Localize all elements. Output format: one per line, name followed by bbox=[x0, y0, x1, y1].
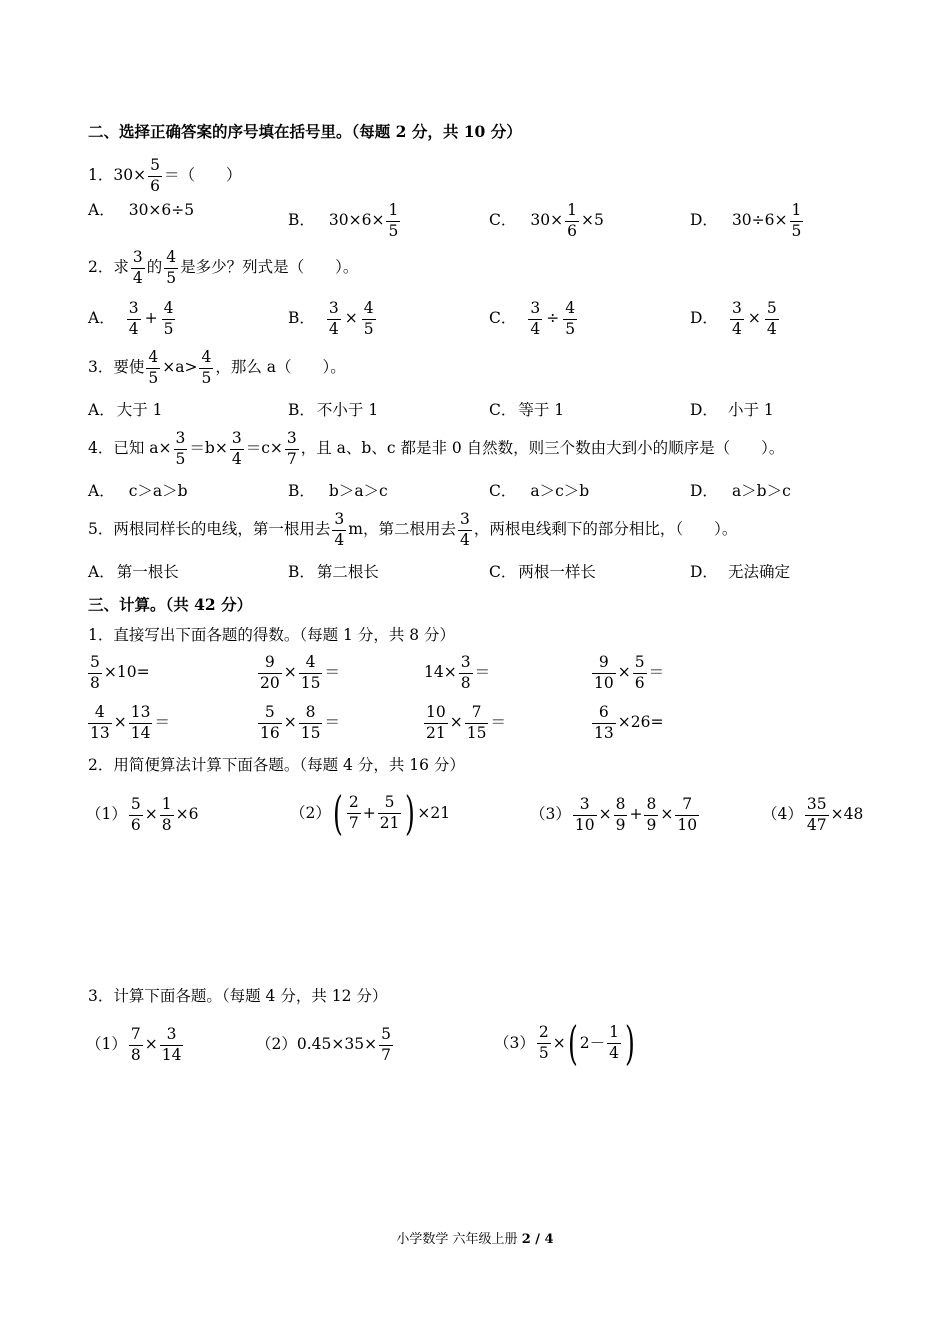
q2-option-b[interactable]: B． $\frac{3}{4}$ × $\frac{4}{5}$ bbox=[288, 299, 374, 338]
q3-option-a[interactable]: A． 大于 1 bbox=[88, 401, 163, 419]
q3-option-d[interactable]: D． 小于 1 bbox=[690, 401, 774, 419]
part-1-title: 1．直接写出下面各题的得数。（每题 1 分，共 8 分） bbox=[88, 626, 456, 644]
calc-2-1: （1） $\frac{5}{6}$ × $\frac{1}{8}$ ×6 bbox=[86, 795, 199, 834]
q4-option-d[interactable]: D． a＞b＞c bbox=[690, 482, 791, 500]
q5-option-a[interactable]: A． 第一根长 bbox=[88, 563, 179, 581]
q2-option-a[interactable]: A． $\frac{3}{4}$ + $\frac{4}{5}$ bbox=[88, 299, 174, 338]
q4-option-a[interactable]: A． c＞a＞b bbox=[88, 482, 188, 500]
calc-1-4: $\frac{9}{10}$ × $\frac{5}{6}$ ＝ bbox=[594, 653, 665, 692]
calc-2-3: （3） $\frac{3}{10}$ × $\frac{8}{9}$ + $\frac{8}{9}$ × $\frac{7}{10}$ bbox=[530, 795, 698, 834]
part-2-title: 2．用简便算法计算下面各题。（每题 4 分，共 16 分） bbox=[88, 756, 465, 774]
calc-1-2: $\frac{9}{20}$ × $\frac{4}{15}$ ＝ bbox=[260, 653, 340, 692]
question-3: 3． 要使 $\frac{4}{5}$ ×a> $\frac{4}{5}$ ，那么 a（ ）。 bbox=[88, 348, 346, 387]
calc-1-6: $\frac{5}{16}$ × $\frac{8}{15}$ ＝ bbox=[260, 703, 340, 742]
q1-tail: ＝（ ） bbox=[163, 166, 242, 185]
q3-option-b[interactable]: B． 不小于 1 bbox=[288, 401, 379, 419]
page-number: 2 / 4 bbox=[521, 1232, 554, 1247]
page-footer bbox=[0, 1228, 950, 1247]
q1-prefix: 30× bbox=[113, 166, 147, 185]
footer-text: 小学数学 六年级上册 bbox=[396, 1232, 522, 1247]
q3-option-c[interactable]: C． 等于 1 bbox=[489, 401, 565, 419]
calc-1-7: $\frac{10}{21}$ × $\frac{7}{15}$ ＝ bbox=[426, 703, 506, 742]
q4-option-c[interactable]: C． a＞c＞b bbox=[489, 482, 590, 500]
section-3-title: 三、计算。（共 42 分） bbox=[88, 595, 253, 614]
q5-option-b[interactable]: B． 第二根长 bbox=[288, 563, 379, 581]
calc-2-4: （4） $\frac{35}{47}$ ×48 bbox=[762, 795, 864, 834]
q1-option-c[interactable]: C． 30× $\frac{1}{6}$ ×5 bbox=[489, 201, 604, 240]
calc-1-5: $\frac{4}{13}$ × $\frac{13}{14}$ ＝ bbox=[90, 703, 170, 742]
calc-1-8: $\frac{6}{13}$ ×26= bbox=[594, 703, 664, 742]
question-2: 2． 求 $\frac{3}{4}$ 的 $\frac{4}{5}$ 是多少？列式是（ ）。 bbox=[88, 248, 359, 287]
calc-3-2: （2） 0.45×35× $\frac{5}{7}$ bbox=[256, 1025, 391, 1064]
question-5: 5． 两根同样长的电线，第一根用去 $\frac{3}{4}$ m，第二根用去 $\frac{3}{4}$ ，两根电线剩下的部分相比，（ ）。 bbox=[88, 510, 738, 549]
q5-option-d[interactable]: D． 无法确定 bbox=[690, 563, 790, 581]
q2-option-d[interactable]: D． $\frac{3}{4}$ × $\frac{5}{4}$ bbox=[690, 299, 777, 338]
q1-number: 1． bbox=[88, 166, 114, 185]
q1-option-b[interactable]: B． 30×6× $\frac{1}{5}$ bbox=[288, 201, 399, 240]
calc-3-1: （1） $\frac{7}{8}$ × $\frac{3}{14}$ bbox=[86, 1025, 182, 1064]
q1-option-a[interactable]: A． 30×6÷5 bbox=[88, 201, 195, 219]
section-2-title: 二、选择正确答案的序号填在括号里。（每题 2 分，共 10 分） bbox=[88, 122, 522, 141]
q1-option-d[interactable]: D． 30÷6× $\frac{1}{5}$ bbox=[690, 201, 802, 240]
q4-option-b[interactable]: B． b＞a＞c bbox=[288, 482, 388, 500]
calc-3-3: （3） $\frac{2}{5}$ × ( 2－ $\frac{1}{4}$ ) bbox=[494, 1016, 635, 1070]
question-1 bbox=[88, 158, 241, 194]
q5-option-c[interactable]: C． 两根一样长 bbox=[489, 563, 596, 581]
question-4: 4． 已知 a× $\frac{3}{5}$ ＝b× $\frac{3}{4}$ ＝c× $\frac{3}{7}$ ，且 a、b、c 都是非 0 自然数，则三个数由大到小的顺序是（ ）。 bbox=[88, 429, 785, 468]
calc-1-3: 14× $\frac{3}{8}$ ＝ bbox=[424, 653, 491, 692]
part-3-title: 3．计算下面各题。（每题 4 分，共 12 分） bbox=[88, 987, 388, 1005]
calc-1-1: $\frac{5}{8}$ ×10= bbox=[90, 653, 150, 692]
calc-2-2: （2） ( $\frac{2}{7}$ + $\frac{5}{21}$ ) ×21 bbox=[290, 786, 451, 840]
q1-fraction: $\frac{5}{6}$ bbox=[150, 156, 160, 195]
q2-option-c[interactable]: C． $\frac{3}{4}$ ÷ $\frac{4}{5}$ bbox=[489, 299, 576, 338]
